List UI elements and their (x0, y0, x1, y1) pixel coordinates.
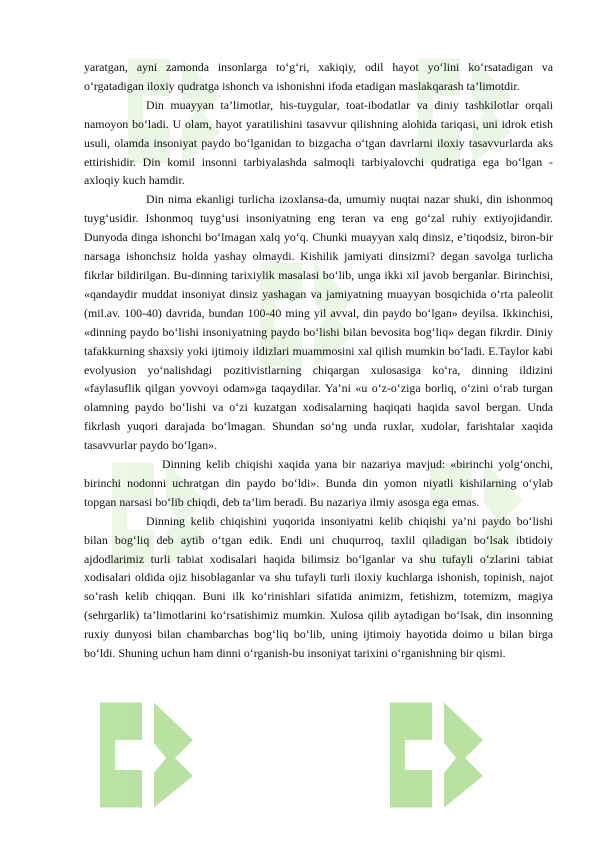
document-body (84, 58, 553, 663)
paragraph-4: Dinning kelib chiqishi xaqida yana bir nazariya mavjud: «birinchi yolg‘onchi, birinchi nodonni uchratgan din paydo bo‘ldi». Bunda din yomon niyatli kishilarning o‘ylab topgan narsasi bo‘lib chiqdi, deb ta’lim beradi. Bu nazariya ilmiy asosga ega emas. (84, 457, 553, 509)
paragraph-3: Din nima ekanligi turlicha izoxlansa-da, umumiy nuqtai nazar shuki, din ishonmoq tuyg‘usidir. Ishonmoq tuyg‘usi insoniyatning eng teran va eng go‘zal ruhiy extiyojidandir. Dunyoda dinga ishonchi bo‘lmagan xalq yo‘q. Chunki muayyan xalq dinsiz, e’tiqodsiz, biron-bir narsaga ishonchsiz holda yashay olmaydi. Kishilik jamiyati dinsizmi? degan savolga turlicha fikrlar bildirilgan. Bu-dinning tarixiylik masalasi bo‘lib, unga ikki xil javob berganlar. Birinchisi, «qandaydir muddat insoniyat dinsiz yashagan va jamiyatning muayyan bosqichida o‘rta paleolit (mil.av. 100-40) davrida, bundan 100-40 ming yil avval, din paydo bo‘lgan» deyilsa. Ikkinchisi, «dinning paydo bo‘lishi insoniyatning paydo bo‘lishi bilan bevosita bog‘liq» degan fikrdir. Diniy tafakkurning shaxsiy yoki ijtimoiy ildizlari muammosini xal qilish mumkin bo‘ladi. E.Taylor kabi evolyusion yo‘nalishdagi pozitivistlarning chiqargan xulosasiga ko‘ra, dinning ildizini «faylasuflik qilgan yovvoyi odam»ga taqaydilar. Ya’ni «u o‘z-o‘ziga borliq, o‘zini o‘rab turgan olamning paydo bo‘lishi va o‘zi kuzatgan xodisalarning haqiqati haqida savol bergan. Unda fikrlash yuqori darajada bo‘lmagan. Shundan so‘ng unda ruxlar, xudolar, farishtalar xaqida tasavvurlar paydo bo‘lgan». (84, 192, 553, 453)
watermark-logo-icon (70, 680, 220, 830)
paragraph-1: yaratgan, ayni zamonda insonlarga to‘g‘ri, xakiqiy, odil hayot yo‘lini ko‘rsatadigan va o‘rgatadigan iloxiy qudratga ishonch va ishonishni ifoda etadigan maslakqarash ta’limotdir. (84, 60, 553, 93)
paragraph-2: Din muayyan ta’limotlar, his-tuygular, toat-ibodatlar va diniy tashkilotlar orqali namoyon bo‘ladi. U olam, hayot yaratilishini tasavvur qilishning alohida tariqasi, uni idrok etish usuli, olamda insoniyat paydo bo‘lganidan to bizgacha o‘tgan davrlarni iloxiy tasavvurlarda aks ettirishidir. Din komil insonni tarbiyalashda salmoqli tarbiyalovchi qudratiga ega bo‘lgan - axloqiy kuch hamdir. (84, 97, 553, 188)
watermark-logo-icon (360, 680, 510, 830)
paragraph-5: Dinning kelib chiqishini yuqorida insoniyatni kelib chiqishi ya’ni paydo bo‘lishi bilan bog‘liq deb aytib o‘tgan edik. Endi uni chuqurroq, taxlil qiladigan bo‘lsak ibtidoiy ajdodlarimiz turli tabiat xodisalari haqida bilimsiz bo‘lganlar va shu tufayli o‘zlarini tabiat xodisalari oldida ojiz hisoblaganlar va shu tufayli turli iloxiy kuchlarga ishonish, topinish, najot so‘rash kelib chiqqan. Buni ilk ko‘rinishlari sifatida animizm, fetishizm, totemizm, magiya (sehrgarlik) ta’limotlarini ko‘rsatishimiz mumkin. Xulosa qilib aytadigan bo‘lsak, din insonning ruxiy dunyosi bilan chambarchas bog‘liq bo‘lib, uning ijtimoiy hayotida doimo u bilan birga bo‘ldi. Shuning uchun ham dinni o‘rganish-bu insoniyat tarixini o‘rganishning bir qismi. (84, 513, 553, 661)
